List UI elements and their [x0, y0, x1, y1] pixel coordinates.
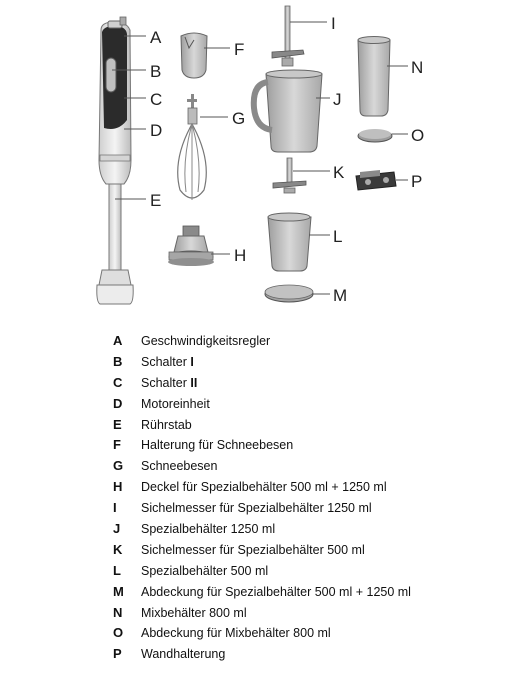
beaker-cover-drawing: [358, 129, 392, 142]
figure-label-a: A: [150, 28, 162, 47]
figure-label-p: P: [411, 172, 423, 191]
wall-bracket-drawing: [356, 170, 396, 190]
cover-drawing: [265, 285, 313, 302]
whisk-drawing: [178, 94, 207, 200]
legend-row-n: N Mixbehälter 800 ml: [113, 604, 247, 620]
legend-row-o: O Abdeckung für Mixbehälter 800 ml: [113, 625, 331, 641]
legend-row-p: P Wandhalterung: [113, 646, 226, 662]
figure-label-m: M: [333, 286, 348, 305]
lid-drawing: [168, 226, 214, 266]
legend-row-g: G Schneebesen: [113, 458, 218, 474]
legend-row-j: J Spezialbehälter 1250 ml: [113, 521, 276, 537]
figure-label-l: L: [333, 227, 343, 246]
legend-row-e: E Rührstab: [113, 416, 192, 432]
legend-row-l: L Spezialbehälter 500 ml: [113, 562, 269, 578]
legend-row-a: A Geschwindigkeitsregler: [113, 333, 271, 348]
legend-row-f: F Halterung für Schneebesen: [113, 437, 294, 453]
legend-row-m: M Abdeckung für Spezialbehälter 500 ml + 1250 ml: [113, 583, 411, 599]
hand-blender-drawing: [97, 17, 133, 304]
blade-large-drawing: [272, 6, 304, 66]
parts-legend: [113, 333, 523, 667]
product-parts-illustration: [0, 0, 529, 320]
figure-label-g: G: [232, 109, 246, 128]
figure-label-k: K: [333, 163, 345, 182]
legend-row-k: K Sichelmesser für Spezialbehälter 500 ml: [113, 541, 365, 557]
figure-label-c: C: [150, 90, 163, 109]
legend-row-b: B Schalter I: [113, 353, 194, 369]
figure-label-e: E: [150, 191, 162, 210]
legend-row-c: C Schalter II: [113, 374, 198, 390]
figure-label-b: B: [150, 62, 162, 81]
figure-label-o: O: [411, 126, 425, 145]
figure-label-n: N: [411, 58, 424, 77]
whisk-holder-drawing: [181, 33, 207, 78]
beaker-drawing: [358, 37, 390, 117]
figure-label-j: J: [333, 90, 342, 109]
legend-row-i: I Sichelmesser für Spezialbehälter 1250 ml: [113, 500, 372, 516]
figure-label-f: F: [234, 40, 245, 59]
figure-label-h: H: [234, 246, 247, 265]
jug-small-drawing: [268, 213, 311, 271]
legend-row-d: D Motoreinheit: [113, 395, 210, 411]
figure-label-d: D: [150, 121, 163, 140]
jug-large-drawing: [254, 70, 322, 152]
figure-label-i: I: [331, 14, 336, 33]
blade-small-drawing: [273, 158, 306, 193]
legend-row-h: H Deckel für Spezialbehälter 500 ml + 1250 ml: [113, 479, 387, 495]
